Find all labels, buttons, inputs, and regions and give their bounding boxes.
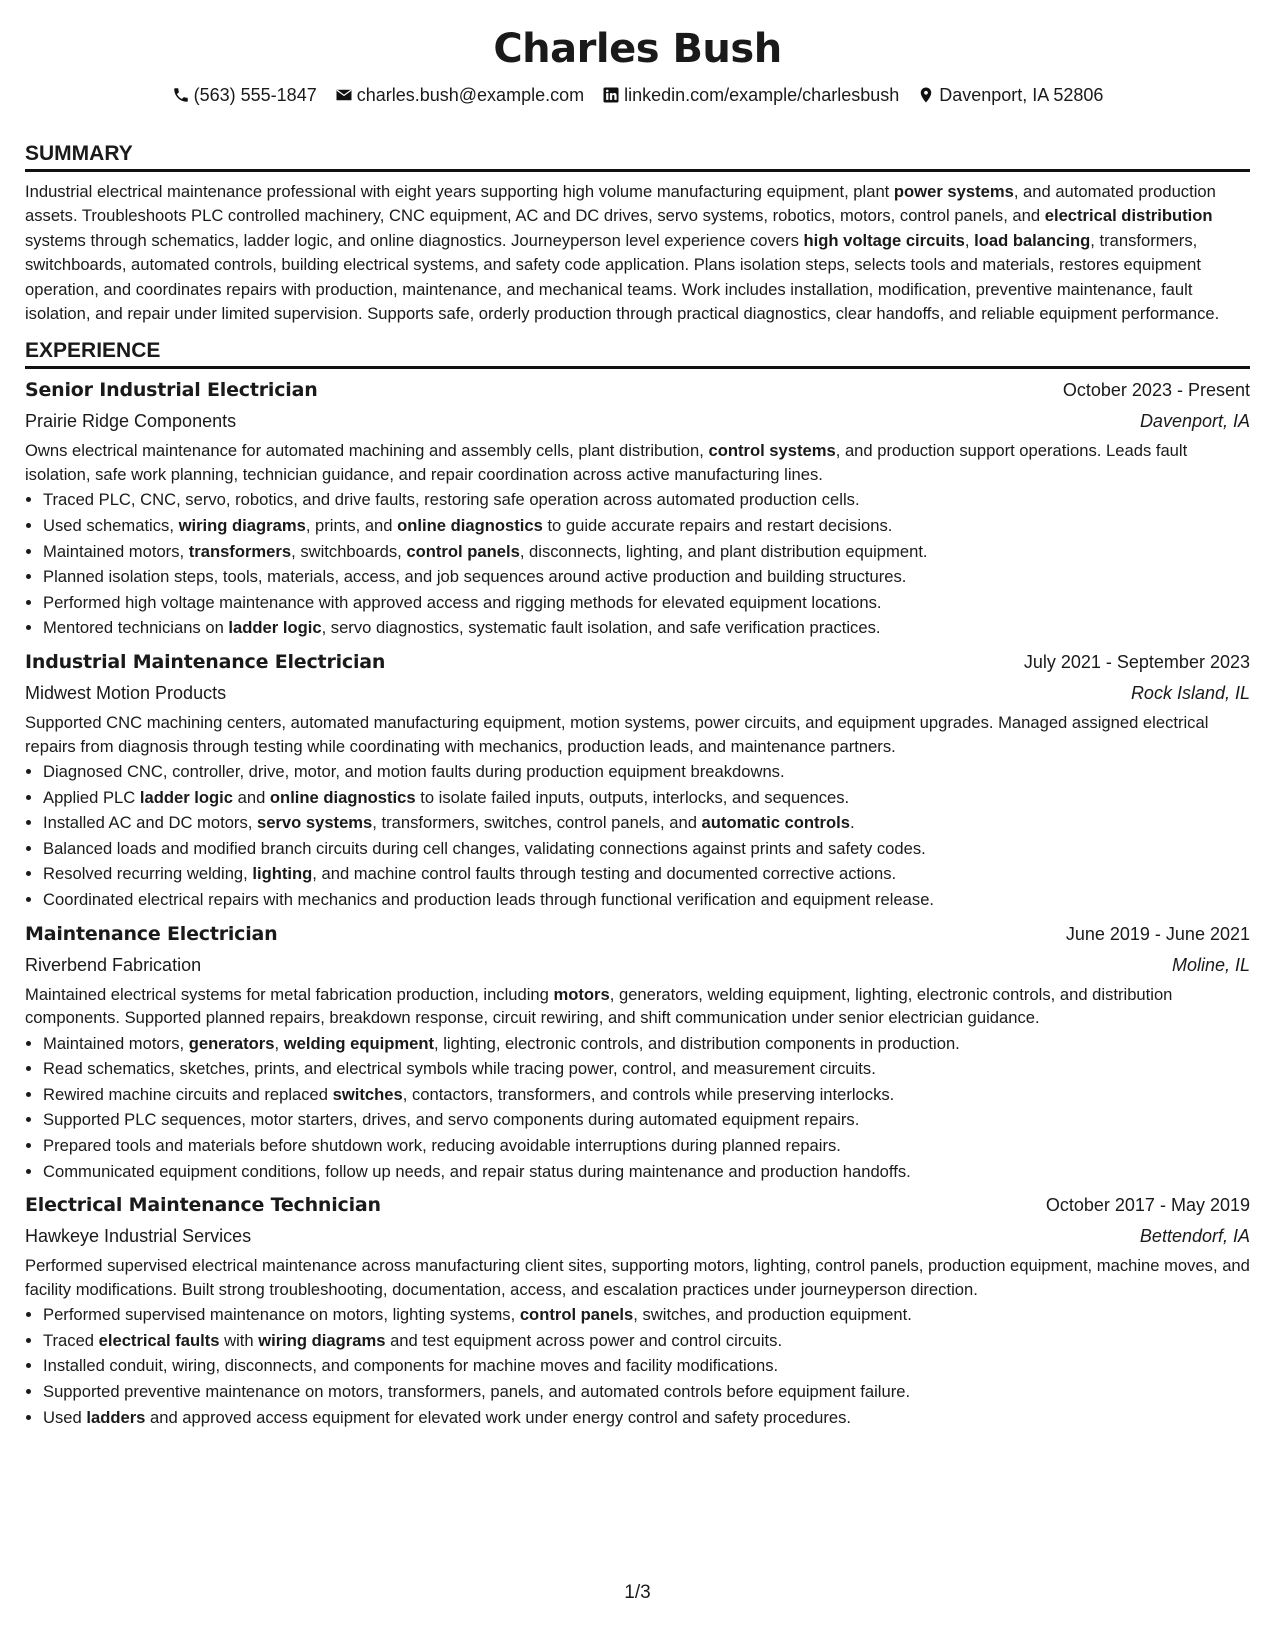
bold-keyword: welding equipment — [283, 1033, 435, 1053]
summary-heading: SUMMARY — [25, 141, 1250, 172]
bullet-item — [43, 810, 1250, 836]
company-name: Hawkeye Industrial Services — [25, 1226, 252, 1247]
bullet-item — [43, 887, 1250, 913]
job-title: Senior Industrial Electrician — [25, 379, 318, 402]
text-run: Used schematics, — [43, 516, 179, 536]
text-run: Communicated equipment conditions, follow up needs, and repair status during maintenance and production handoffs. — [43, 1161, 911, 1181]
text-run: , switchboards, — [291, 541, 407, 561]
envelope-icon — [335, 86, 353, 104]
bullet-item — [43, 759, 1250, 785]
bullet-item — [43, 1379, 1250, 1405]
bold-keyword: electrical distribution — [1044, 206, 1213, 226]
job-subheader — [25, 406, 1250, 436]
bullet-item — [43, 590, 1250, 616]
job-location: Moline, IL — [1171, 954, 1250, 975]
contact-email[interactable] — [335, 82, 584, 108]
text-run: , generators, welding equipment, lighting, electronic controls, and distribution components. Supported planned repairs, breakdown response, circuit rewiring, and shift communication under senior electrician guidance. — [25, 984, 1173, 1028]
text-run: , transformers, switchboards, automated controls, building electrical systems, and safety code application. Plans isolation steps, selects tools and materials, restores equipment operation, and coordinates repairs with production, maintenance, and mechanical teams. Work includes installation, modification, preventive maintenance, fault isolation, and repair under limited supervision. Supports safe, orderly production through practical diagnostics, clear handoffs, and reliable equipment performance. — [25, 230, 1220, 324]
text-run: with — [219, 1330, 259, 1350]
bold-keyword: ladders — [86, 1407, 146, 1427]
text-run: Supported CNC machining centers, automated manufacturing equipment, motion systems, power circuits, and equipment upgrades. Managed assigned electrical repairs from diagnosis through testing while coordinating with mechanics, production leads, and maintenance partners. — [25, 713, 1209, 756]
text-run: Supported PLC sequences, motor starters, drives, and servo components during automated equipment repairs. — [43, 1110, 860, 1130]
text-run: , and machine control faults through testing and documented corrective actions. — [312, 864, 897, 884]
job-title: Electrical Maintenance Technician — [25, 1194, 381, 1217]
bullet-item — [43, 539, 1250, 565]
job-dates: October 2017 - May 2019 — [1045, 1195, 1250, 1216]
bullet-item — [43, 785, 1250, 811]
bold-keyword: control systems — [708, 441, 836, 461]
job-entry — [25, 1189, 1250, 1430]
job-summary — [25, 983, 1250, 1030]
text-run: Performed high voltage maintenance with approved access and rigging methods for elevated equipment locations. — [43, 592, 882, 612]
bold-keyword: wiring diagrams — [258, 1330, 386, 1350]
text-run: , — [964, 230, 975, 250]
email-text[interactable]: charles.bush@example.com — [356, 85, 585, 105]
text-run: Diagnosed CNC, controller, drive, motor, and motion faults during production equipment breakdowns. — [43, 762, 785, 781]
bold-keyword: switches — [332, 1084, 403, 1104]
job-subheader — [25, 950, 1250, 980]
job-header — [25, 918, 1250, 950]
text-run: to guide accurate repairs and restart decisions. — [542, 516, 893, 536]
job-location: Davenport, IA — [1139, 411, 1250, 432]
text-run: Performed supervised maintenance on motors, lighting systems, — [43, 1305, 520, 1325]
bullet-item — [43, 1082, 1250, 1108]
bold-keyword: control panels — [519, 1305, 634, 1325]
bullet-list — [25, 759, 1250, 913]
bold-keyword: online diagnostics — [397, 516, 543, 536]
resume-page — [25, 0, 1250, 1430]
job-summary — [25, 1254, 1250, 1301]
bold-keyword: motors — [553, 984, 610, 1004]
summary-text — [25, 180, 1250, 326]
bold-keyword: ladder logic — [139, 787, 233, 807]
location-text: Davenport, IA 52806 — [939, 85, 1104, 105]
job-header — [25, 374, 1250, 406]
text-run: Industrial electrical maintenance professional with eight years supporting high volume manufacturing equipment, plant — [25, 182, 894, 201]
job-header — [25, 1189, 1250, 1221]
bold-keyword: power systems — [893, 182, 1014, 201]
text-run: Rewired machine circuits and replaced — [43, 1084, 333, 1104]
bold-keyword: automatic controls — [701, 813, 850, 833]
text-run: Performed supervised electrical maintenance across manufacturing client sites, supporting motors, lighting, control panels, production equipment, machine moves, and facility modifications. Built strong troubleshooting, documentation, access, and escalation practices under journeyperson direction. — [25, 1256, 1250, 1299]
text-run: and approved access equipment for elevated work under energy control and safety procedures. — [145, 1407, 852, 1427]
map-pin-icon — [917, 86, 935, 104]
text-run: Coordinated electrical repairs with mechanics and production leads through functional verification and equipment release. — [43, 889, 935, 909]
phone-text: (563) 555-1847 — [193, 85, 317, 105]
bullet-item — [43, 487, 1250, 513]
text-run: , — [274, 1033, 284, 1053]
bold-keyword: control panels — [406, 541, 520, 561]
text-run: Balanced loads and modified branch circuits during cell changes, validating connections against prints and safety codes. — [43, 838, 926, 858]
bullet-item — [43, 861, 1250, 887]
bullet-item — [43, 1328, 1250, 1354]
text-run: systems through schematics, ladder logic, and online diagnostics. Journeyperson level experience covers — [25, 230, 804, 250]
contact-location — [917, 82, 1103, 108]
job-summary — [25, 711, 1250, 758]
text-run: Mentored technicians on — [43, 618, 229, 638]
text-run: , switches, and production equipment. — [633, 1305, 912, 1325]
text-run: Traced PLC, CNC, servo, robotics, and drive faults, restoring safe operation across automated production cells. — [43, 490, 860, 510]
text-run: Maintained electrical systems for metal fabrication production, including — [25, 984, 554, 1004]
bullet-list — [25, 487, 1250, 641]
text-run: , and production support operations. Leads fault isolation, safe work planning, technician guidance, and repair coordination across active manufacturing lines. — [25, 441, 1188, 484]
job-title: Industrial Maintenance Electrician — [25, 651, 386, 673]
job-entry — [25, 918, 1250, 1185]
text-run: , servo diagnostics, systematic fault isolation, and safe verification practices. — [321, 618, 881, 638]
bullet-list — [25, 1031, 1250, 1185]
text-run: and test equipment across power and control circuits. — [385, 1330, 783, 1350]
job-dates: July 2021 - September 2023 — [1023, 652, 1250, 672]
job-dates: October 2023 - Present — [1062, 380, 1250, 401]
text-run: to isolate failed inputs, outputs, interlocks, and sequences. — [415, 787, 850, 807]
text-run: Maintained motors, — [43, 1033, 189, 1053]
bold-keyword: servo systems — [256, 813, 373, 833]
bullet-item — [43, 836, 1250, 862]
bullet-item — [43, 1405, 1250, 1431]
text-run: , disconnects, lighting, and plant distribution equipment. — [519, 541, 928, 561]
bullet-item — [43, 615, 1250, 641]
experience-list — [25, 374, 1250, 1430]
contact-phone — [172, 82, 317, 108]
experience-heading: EXPERIENCE — [25, 338, 1250, 369]
text-run: , contactors, transformers, and controls while preserving interlocks. — [402, 1084, 895, 1104]
bold-keyword: online diagnostics — [269, 787, 416, 807]
bullet-item — [43, 1353, 1250, 1379]
text-run: Supported preventive maintenance on motors, transformers, panels, and automated controls before equipment failure. — [43, 1381, 911, 1401]
linkedin-icon — [602, 86, 620, 104]
bullet-item — [43, 1133, 1250, 1159]
text-run: Used — [43, 1407, 87, 1427]
job-location: Bettendorf, IA — [1139, 1226, 1250, 1247]
company-name: Prairie Ridge Components — [25, 411, 237, 432]
bullet-item — [43, 1302, 1250, 1328]
bullet-item — [43, 1056, 1250, 1082]
bold-keyword: high voltage circuits — [803, 230, 965, 250]
bold-keyword: load balancing — [974, 230, 1091, 250]
job-location: Rock Island, IL — [1130, 683, 1250, 703]
text-run: Applied PLC — [43, 787, 140, 807]
text-run: . — [850, 813, 855, 833]
bullet-item — [43, 1107, 1250, 1133]
text-run: Installed AC and DC motors, — [43, 813, 257, 833]
linkedin-text[interactable]: linkedin.com/example/charlesbush — [624, 85, 900, 105]
bullet-item — [43, 513, 1250, 539]
text-run: , lighting, electronic controls, and distribution components in production. — [434, 1033, 960, 1053]
phone-icon — [172, 86, 190, 104]
text-run: Planned isolation steps, tools, materials, access, and job sequences around active production and building structures. — [43, 567, 907, 587]
bullet-item — [43, 1159, 1250, 1185]
bullet-item — [43, 564, 1250, 590]
text-run: Prepared tools and materials before shutdown work, reducing avoidable interruptions during planned repairs. — [43, 1135, 841, 1155]
bold-keyword: transformers — [188, 541, 292, 561]
job-entry — [25, 646, 1250, 913]
job-summary — [25, 439, 1250, 486]
company-name: Riverbend Fabrication — [25, 954, 202, 975]
job-subheader — [25, 678, 1250, 708]
text-run: and — [233, 787, 270, 807]
bullet-list — [25, 1302, 1250, 1430]
job-title: Maintenance Electrician — [25, 922, 278, 945]
text-run: Resolved recurring welding, — [43, 864, 253, 884]
bullet-item — [43, 1031, 1250, 1057]
text-run: Maintained motors, — [43, 541, 189, 561]
contact-linkedin[interactable] — [602, 82, 899, 108]
bold-keyword: generators — [188, 1033, 275, 1053]
text-run: Installed conduit, wiring, disconnects, and components for machine moves and facility modifications. — [43, 1356, 779, 1376]
bold-keyword: lighting — [252, 864, 313, 884]
job-header — [25, 646, 1250, 678]
text-run: , prints, and — [305, 516, 398, 536]
bold-keyword: electrical faults — [98, 1330, 220, 1350]
job-dates: June 2019 - June 2021 — [1065, 923, 1250, 944]
contact-bar — [25, 82, 1250, 108]
company-name: Midwest Motion Products — [25, 683, 227, 703]
text-run: Traced — [43, 1330, 99, 1350]
text-run: , and automated production assets. Troubleshoots PLC controlled machinery, CNC equipment, AC and DC drives, servo systems, robotics, motors, control panels, and — [25, 182, 1216, 226]
bold-keyword: ladder logic — [228, 618, 322, 638]
candidate-name: Charles Bush — [493, 26, 782, 72]
text-run: Owns electrical maintenance for automated machining and assembly cells, plant distribution, — [25, 441, 709, 461]
text-run: Read schematics, sketches, prints, and electrical symbols while tracing power, control, and measurement circuits. — [43, 1059, 876, 1079]
job-entry — [25, 374, 1250, 641]
job-subheader — [25, 1221, 1250, 1251]
bold-keyword: wiring diagrams — [178, 516, 306, 536]
text-run: , transformers, switches, control panels, and — [372, 813, 702, 833]
page-number: 1/3 — [624, 1582, 651, 1603]
